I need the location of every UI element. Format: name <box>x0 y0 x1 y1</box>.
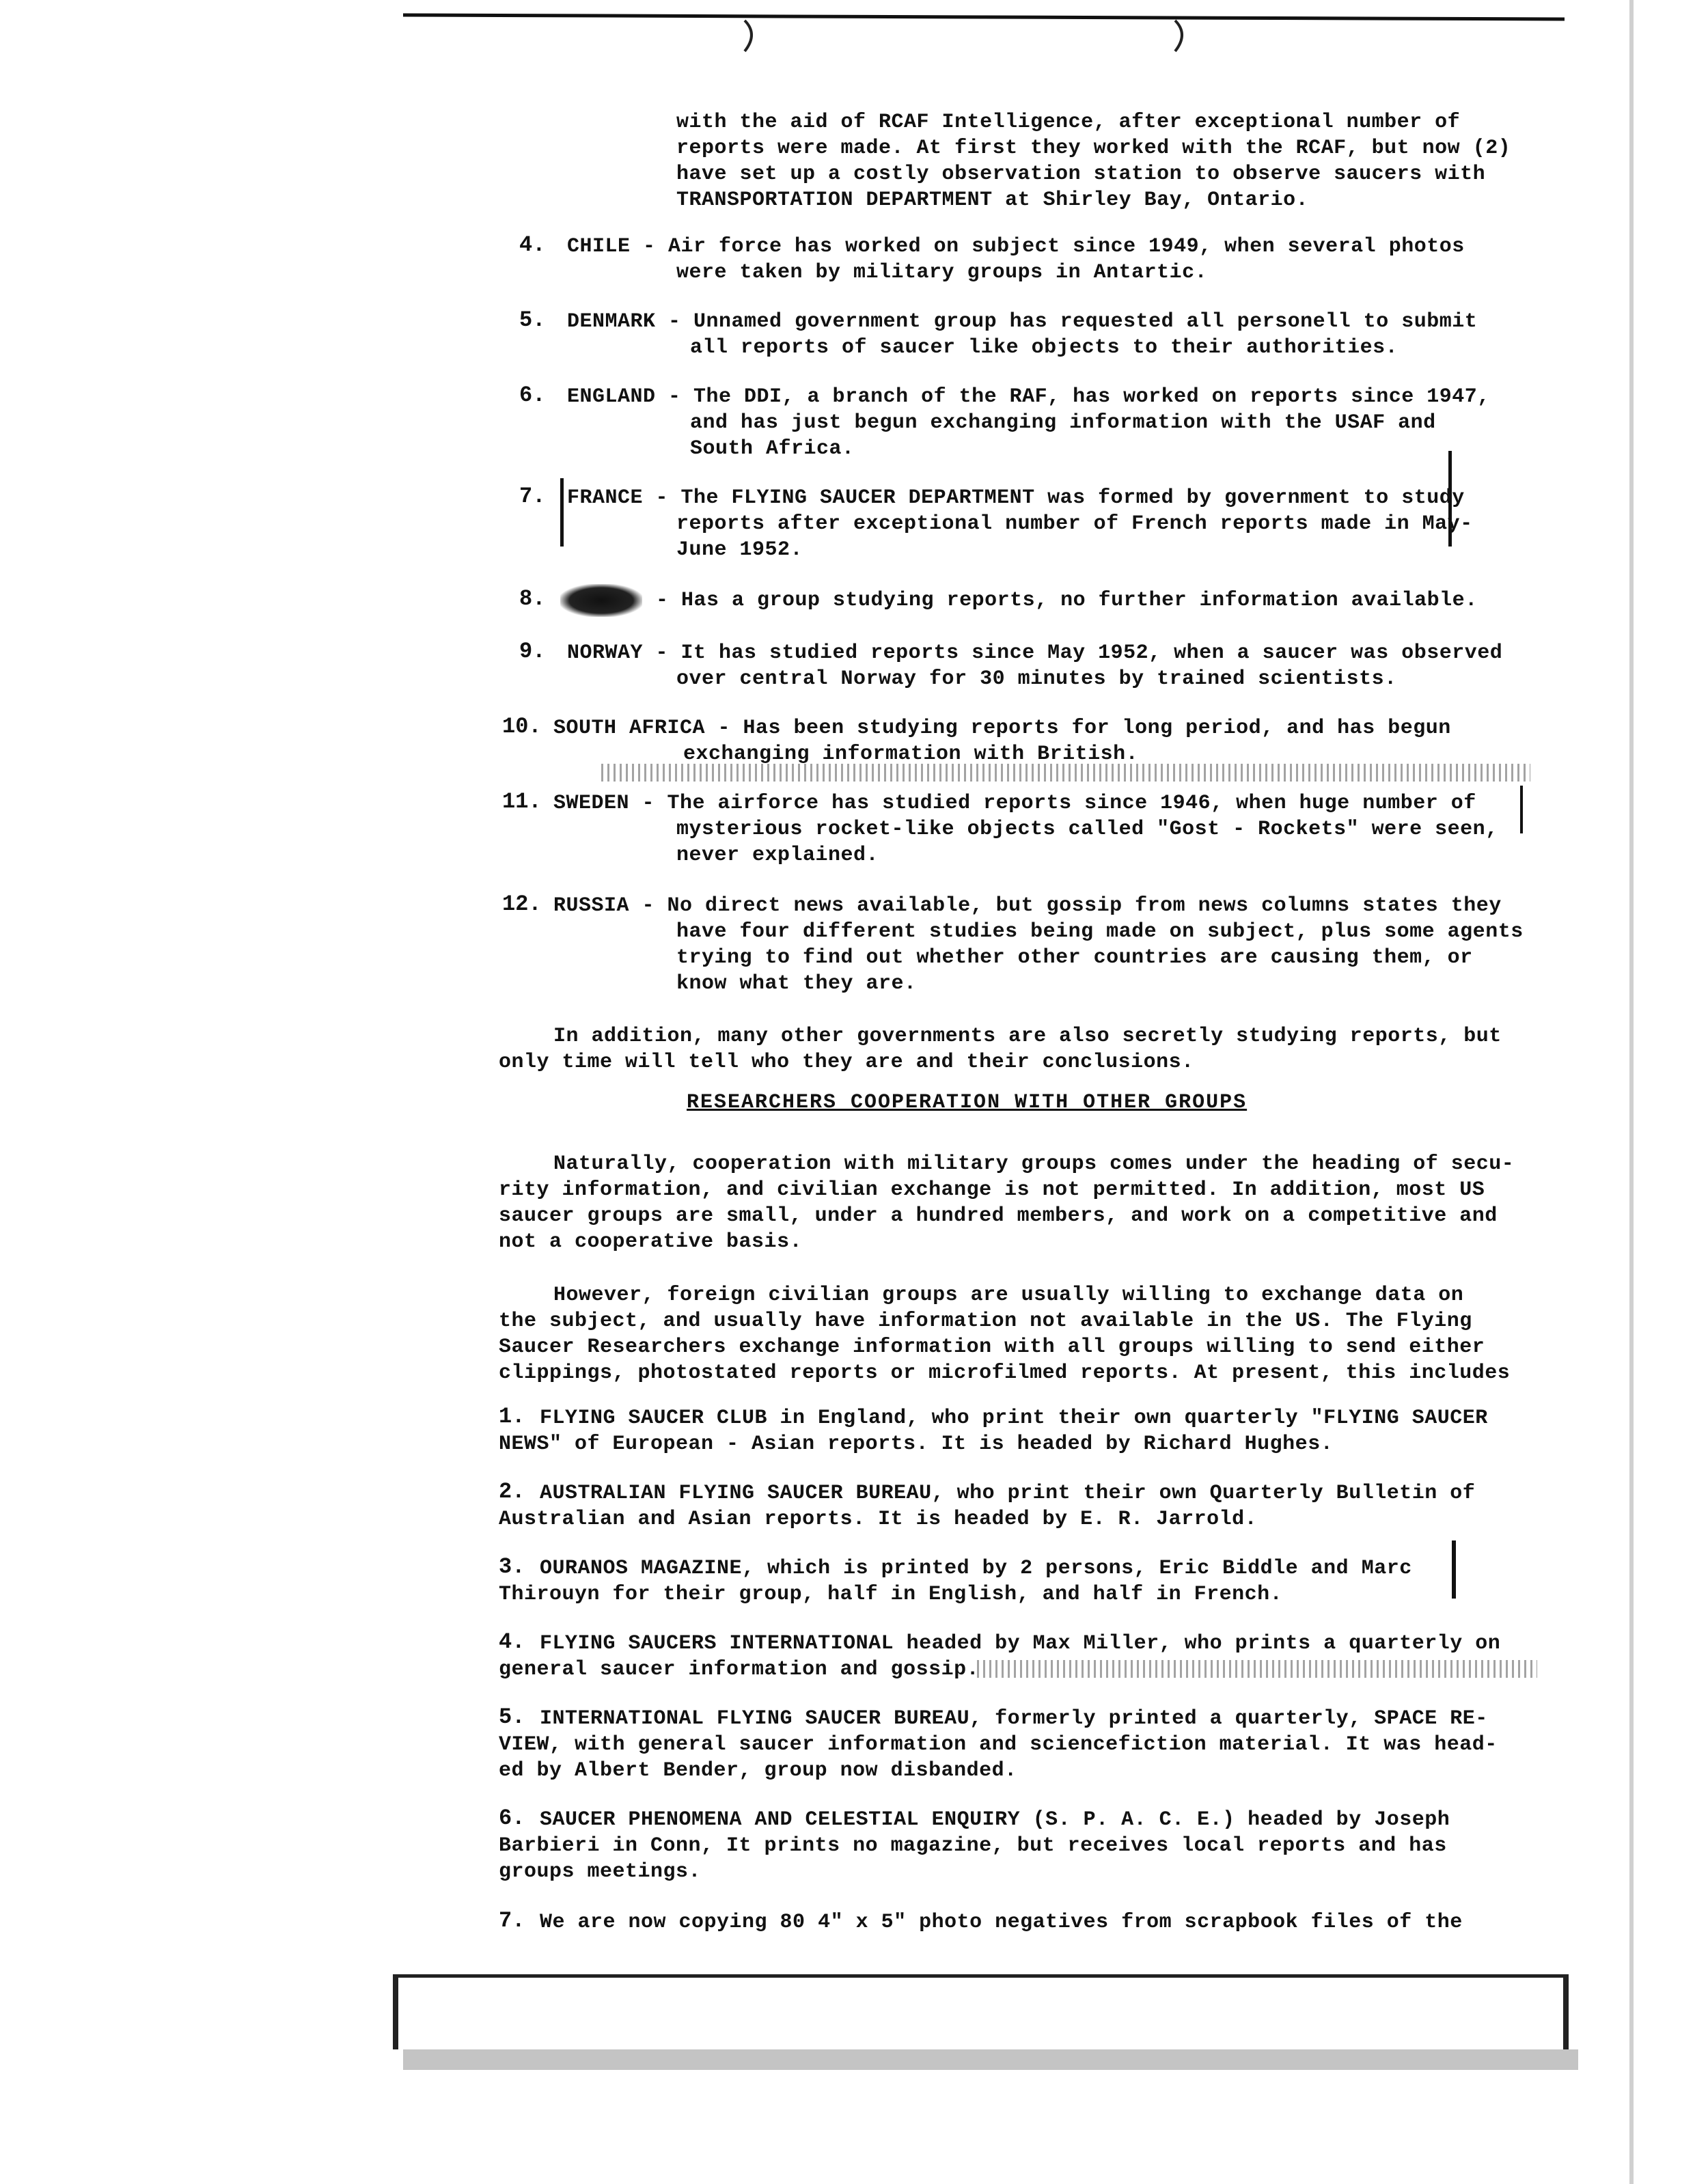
redaction-mark <box>560 584 642 617</box>
section-heading: RESEARCHERS COOPERATION WITH OTHER GROUPS <box>687 1091 1248 1114</box>
bottom-frame-top <box>393 1974 1568 1978</box>
bottom-frame-left <box>393 1974 398 2049</box>
intro-line: TRANSPORTATION DEPARTMENT at Shirley Bay, Ontario. <box>676 189 1309 212</box>
intro-line: have set up a costly observation station to observe saucers with <box>676 163 1486 186</box>
margin-bracket <box>1452 1540 1456 1599</box>
intro-line: reports were made. At first they worked with the RCAF, but now (2) <box>676 137 1511 160</box>
intro-line: with the aid of RCAF Intelligence, after exceptional number of <box>676 111 1461 134</box>
scan-noise <box>601 764 1530 782</box>
top-edge-line <box>403 15 1565 19</box>
margin-bracket <box>560 478 564 547</box>
bottom-noise-strip <box>403 2049 1578 2070</box>
margin-bracket <box>1520 786 1523 833</box>
scan-noise <box>977 1660 1537 1678</box>
bottom-frame-right <box>1563 1974 1569 2049</box>
right-edge-shadow <box>1629 0 1634 2184</box>
punch-hole-right <box>1175 20 1182 51</box>
punch-hole-left <box>745 20 752 51</box>
